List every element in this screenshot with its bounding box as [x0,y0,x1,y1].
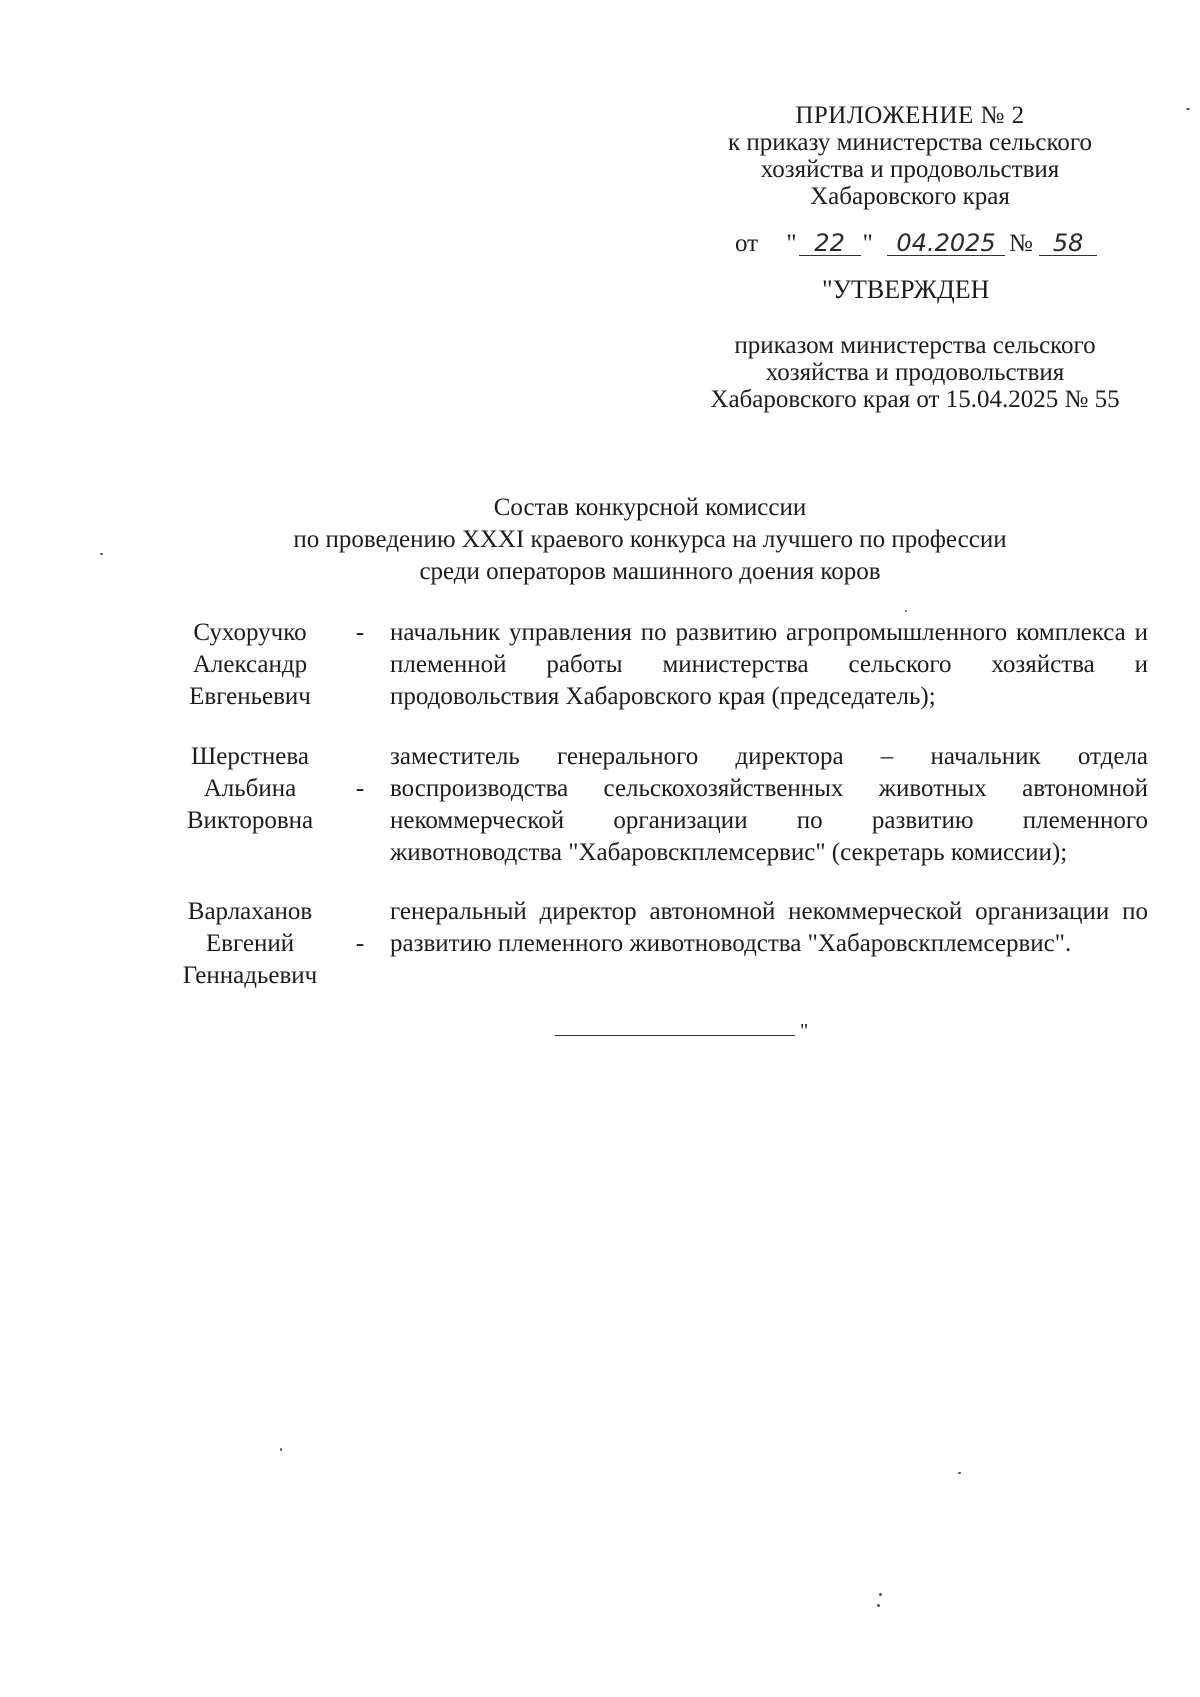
member-surname: Варлаханов [187,898,313,925]
approval-line: приказом министерства сельского [734,332,1096,359]
member-name [160,617,340,713]
member-name [160,741,340,837]
appendix-title: ПРИЛОЖЕНИЕ № 2 [795,102,1025,129]
scan-speck [877,1604,880,1607]
member-role: заместитель генерального директора – начальник отдела воспроизводства сельскохозяйственных животных автономной некоммерческой организации по развитию племенного животноводства "Хабаровскплемсервис" (секретарь комиссии); [390,743,1148,866]
member-first-name: Альбина [203,775,297,802]
member-first-name: Александр [192,651,308,678]
handwritten-day: 22 [799,231,861,256]
member-patronymic: Викторовна [186,807,314,834]
member-role: начальник управления по развитию агропромышленного комплекса и племенной работы министерства сельского хозяйства и продовольствия Хабаровского края (председатель); [390,619,1148,710]
member-dash: - [355,775,365,802]
approval-line: хозяйства и продовольствия [765,359,1065,386]
handwritten-month-year: 04.2025 [887,231,1005,256]
title-line: по проведению XXXI краевого конкурса на лучшего по профессии [293,526,1007,553]
appendix-line: хозяйства и продовольствия [760,156,1060,183]
approval-line: Хабаровского края от 15.04.2025 № 55 [710,386,1120,413]
scan-speck [100,553,103,555]
approved-title: "УТВЕРЖДЕН [822,275,990,304]
closing-quote: " [800,1020,809,1042]
handwritten-order-number: 58 [1039,231,1097,256]
appendix-line: к приказу министерства сельского [727,129,1092,156]
appendix-header [680,102,1140,210]
date-quote-close: " [862,230,873,257]
scan-speck [1186,108,1190,110]
scan-speck [879,1593,882,1596]
scan-speck [905,610,907,612]
scan-speck [958,1472,961,1474]
member-role: генеральный директор автономной некоммерческой организации по развитию племенного животноводства "Хабаровскплемсервис". [390,898,1148,957]
member-dash: - [355,930,365,957]
member-first-name: Евгений [205,930,295,957]
scan-speck [280,1448,282,1451]
member-patronymic: Геннадьевич [182,962,318,989]
member-dash: - [355,619,365,646]
member-patronymic: Евгеньевич [189,683,311,710]
document-title [200,492,1100,588]
order-date-line [735,230,1097,258]
member-surname: Сухоручко [193,619,307,646]
approval-block [675,332,1155,413]
member-surname: Шерстнева [191,743,309,770]
appendix-line: Хабаровского края [810,183,1010,210]
member-name [160,896,340,992]
date-quote-open: " [786,230,797,257]
title-line: среди операторов машинного доения коров [419,558,881,585]
number-sign: № [1009,230,1033,257]
closing-underline [555,1035,795,1036]
title-line: Состав конкурсной комиссии [493,494,807,521]
date-prefix: от [735,230,759,257]
